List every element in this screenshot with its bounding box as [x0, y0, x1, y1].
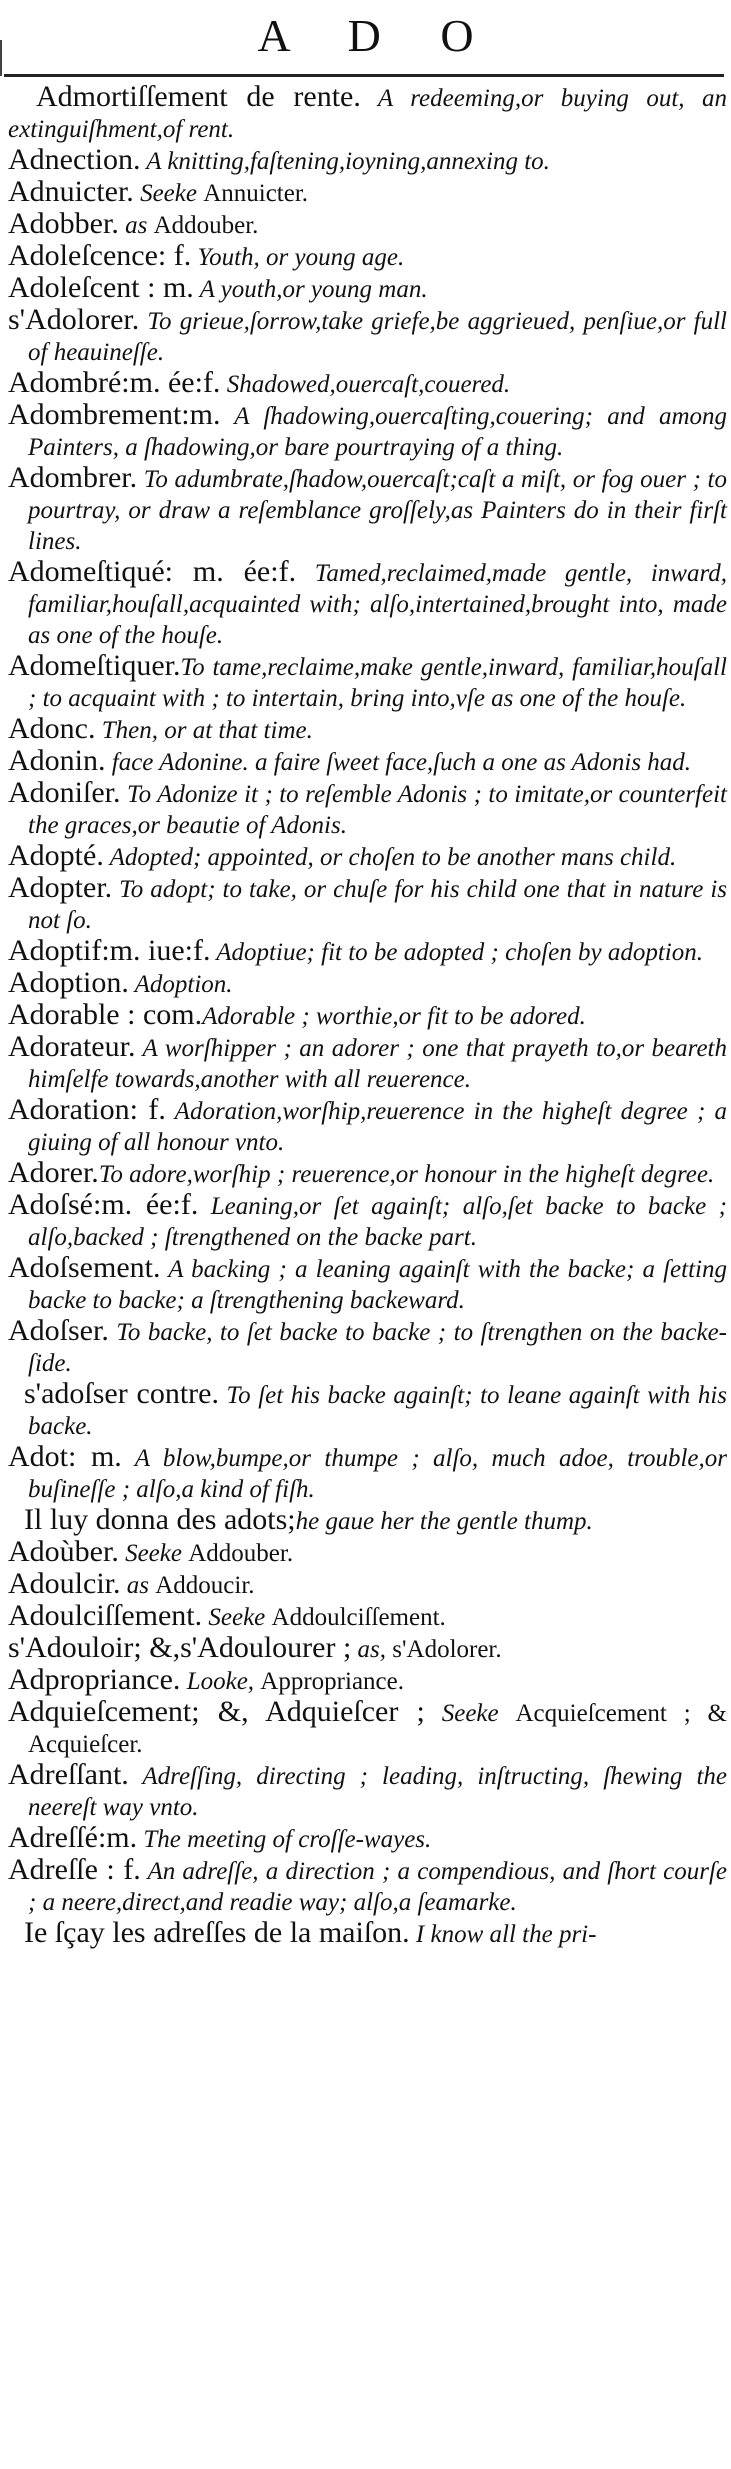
headword: Adoſsement. — [8, 1251, 161, 1284]
headword: s'Adouloir; &,s'Adoulourer ; — [8, 1631, 352, 1664]
dictionary-entry — [0, 873, 727, 935]
dictionary-entry — [0, 1032, 727, 1094]
definition: Adoption. — [128, 971, 233, 998]
headword: Adoration: f. — [8, 1093, 166, 1126]
definition: A ſhadowing,ouercaſting,couering; and among Painters, a ſhadowing,or bare pourtraying of a thing. — [28, 403, 727, 461]
headword: Adoulciſſement. — [8, 1599, 203, 1632]
definition: To tame,reclaime,make gentle,inward, familiar,houſall ; to acquaint with ; to intertain, bring into,vſe as one of the houſe. — [28, 654, 727, 712]
cross-reference: Addoucir. — [155, 1572, 255, 1599]
headword: Adnection. — [8, 143, 141, 176]
dictionary-entry — [0, 1697, 727, 1759]
dictionary-entry — [0, 1855, 727, 1917]
definition: A redeeming,or buying out, an extinguiſhment,of rent. — [8, 85, 727, 143]
dictionary-entry — [0, 936, 727, 967]
headword: Adombré:m. ée:f. — [8, 366, 221, 399]
definition: The meeting of croſſe-wayes. — [137, 1826, 432, 1853]
definition: Youth, or young age. — [191, 244, 405, 271]
definition: To Adonize it ; to reſemble Adonis ; to imitate,or counterfeit the graces,or beautie of Adonis. — [28, 781, 727, 839]
dictionary-entry — [0, 778, 727, 840]
definition: I know all the pri- — [409, 1921, 597, 1948]
definition: Seeke — [133, 180, 204, 207]
definition: as, — [351, 1636, 393, 1663]
definition: Adoptiue; fit to be adopted ; choſen by adoption. — [210, 939, 703, 966]
definition: as — [120, 1572, 156, 1599]
definition: Adorable ; worthie,or fit to be adored. — [202, 1003, 586, 1030]
headword: Adoniſer. — [8, 776, 121, 809]
definition: Seeke — [424, 1700, 516, 1727]
dictionary-entry — [0, 1316, 727, 1378]
headword: Adoſser. — [8, 1314, 109, 1347]
definition: Then, or at that time. — [95, 717, 313, 744]
headword: s'Adolorer. — [8, 303, 140, 336]
dictionary-entry — [0, 305, 727, 367]
definition: An adreſſe, a direction ; a compendious, and ſhort courſe ; a neere,direct,and readie way; alſo,a ſeamarke. — [28, 1858, 727, 1916]
definition: Seeke — [202, 1604, 272, 1631]
definition: To adumbrate,ſhadow,ouercaſt;caſt a miſt, or fog ouer ; to pourtray, or draw a reſemblance groſſely,as Painters do in their firſt lines. — [28, 466, 727, 555]
dictionary-entry — [0, 400, 727, 462]
definition: Adoration,worſhip,reuerence in the higheſt degree ; a giuing of all honour vnto. — [28, 1098, 727, 1156]
dictionary-entry — [0, 1190, 727, 1252]
cross-reference: Addoulciſſement. — [271, 1604, 446, 1631]
header-rule — [4, 74, 724, 77]
headword: Adreſſé:m. — [8, 1821, 138, 1854]
headword: Adoſsé:m. ée:f. — [8, 1188, 199, 1221]
headword: Adobber. — [8, 207, 119, 240]
definition: Tamed,reclaimed,made gentle, inward, familiar,houſall,acquainted with; alſo,intertained,brought into, made as one of the houſe. — [28, 560, 727, 649]
definition: To backe, to ſet backe to backe ; to ſtrengthen on the backe-ſide. — [28, 1319, 727, 1377]
headword: Il luy donna des adots; — [24, 1503, 296, 1536]
definition: Looke, — [180, 1668, 261, 1695]
dictionary-entry — [0, 1158, 727, 1189]
definition: A worſhipper ; an adorer ; one that prayeth to,or beareth himſelfe towards,another with all reuerence. — [28, 1035, 727, 1093]
definition: To adore,worſhip ; reuerence,or honour in the higheſt degree. — [98, 1161, 715, 1188]
dictionary-entry — [0, 368, 727, 399]
headword: Adquieſcement; &, Adquieſcer ; — [8, 1695, 425, 1728]
headword: Adomeſtiquer. — [8, 649, 181, 682]
cross-reference: s'Adolorer. — [392, 1636, 502, 1663]
headword: Adoleſcence: f. — [8, 239, 192, 272]
dictionary-entry — [0, 841, 727, 872]
dictionary-entry — [0, 1000, 727, 1031]
dictionary-entry — [0, 557, 727, 650]
headword: Adorer. — [8, 1156, 99, 1189]
headword: Adoulcir. — [8, 1567, 121, 1600]
dictionary-entry — [0, 1760, 727, 1822]
dictionary-entry — [0, 177, 727, 208]
dictionary-entry — [0, 241, 727, 272]
headword: Ie ſçay les adreſſes de la maiſon. — [24, 1916, 410, 1949]
dictionary-entry — [0, 1569, 727, 1600]
headword: Adreſſe : f. — [8, 1853, 141, 1886]
definition: To ſet his backe againſt; to leane againſt with his backe. — [28, 1382, 727, 1440]
headword: Adopté. — [8, 839, 104, 872]
dictionary-entry — [0, 82, 727, 144]
definition: as — [118, 212, 154, 239]
dictionary-entry — [0, 273, 727, 304]
dictionary-entry — [0, 145, 727, 176]
cross-reference: Addouber. — [153, 212, 259, 239]
dictionary-entry — [0, 1601, 727, 1632]
headword: Adreſſant. — [8, 1758, 129, 1791]
definition: Shadowed,ouercaſt,couered. — [220, 371, 511, 398]
cross-reference: Appropriance. — [260, 1668, 404, 1695]
dictionary-entry — [0, 746, 727, 777]
dictionary-entry — [0, 209, 727, 240]
dictionary-entry — [0, 1537, 727, 1568]
headword: Adnuicter. — [8, 175, 134, 208]
dictionary-entry — [0, 1442, 727, 1504]
headword: Adomeſtiqué: m. ée:f. — [8, 555, 297, 588]
definition: Leaning,or ſet againſt; alſo,ſet backe to backe ; alſo,backed ; ſtrengthened on the backe part. — [28, 1193, 727, 1251]
definition: face Adonine. a faire ſweet face,ſuch a one as Adonis had. — [105, 749, 692, 776]
definition: he gaue her the gentle thump. — [295, 1508, 593, 1535]
headword: Adombrer. — [8, 461, 138, 494]
definition: Seeke — [118, 1540, 189, 1567]
cross-reference: Acquieſcement ; & Acquieſcer. — [28, 1700, 727, 1758]
definition: To grieue,ſorrow,take griefe,be aggrieued, penſiue,or full of heauineſſe. — [28, 308, 727, 366]
cross-reference: Addouber. — [188, 1540, 294, 1567]
headword: Adorateur. — [8, 1030, 136, 1063]
dictionary-entry — [0, 1633, 727, 1664]
headword: Adonin. — [8, 744, 106, 777]
dictionary-entry — [0, 651, 727, 713]
headword: Adorable : com. — [8, 998, 203, 1031]
dictionary-entry — [0, 1823, 727, 1854]
headword: Adombrement:m. — [8, 398, 221, 431]
headword: Adoleſcent : m. — [8, 271, 194, 304]
definition: A backing ; a leaning againſt with the backe; a ſetting backe to backe; a ſtrengthening backeward. — [28, 1256, 727, 1314]
definition: To adopt; to take, or chuſe for his child one that in nature is not ſo. — [28, 876, 727, 934]
dictionary-entry — [0, 1505, 727, 1536]
headword: Adonc. — [8, 712, 96, 745]
entry-list — [0, 82, 727, 1950]
page-header: A D O — [257, 10, 498, 61]
headword: Admortiſſement de rente. — [36, 80, 361, 113]
definition: A blow,bumpe,or thumpe ; alſo, much adoe, trouble,or buſineſſe ; alſo,a kind of fiſh. — [28, 1445, 727, 1503]
dictionary-entry — [0, 1918, 727, 1949]
headword: Adpropriance. — [8, 1663, 181, 1696]
dictionary-entry — [0, 1095, 727, 1157]
definition: Adreſſing, directing ; leading, inſtructing, ſhewing the neereſt way vnto. — [28, 1763, 727, 1821]
headword: Adoptif:m. iue:f. — [8, 934, 211, 967]
headword: s'adoſser contre. — [24, 1377, 219, 1410]
definition: Adopted; appointed, or choſen to be another mans child. — [103, 844, 677, 871]
headword: Adoùber. — [8, 1535, 119, 1568]
dictionary-entry — [0, 1379, 727, 1441]
dictionary-entry — [0, 1665, 727, 1696]
definition: A knitting,faſtening,ioyning,annexing to. — [140, 148, 550, 175]
dictionary-entry — [0, 1253, 727, 1315]
headword: Adopter. — [8, 871, 113, 904]
dictionary-entry — [0, 463, 727, 556]
dictionary-entry — [0, 714, 727, 745]
definition: A youth,or young man. — [193, 276, 428, 303]
headword: Adot: m. — [8, 1440, 122, 1473]
cross-reference: Annuicter. — [203, 180, 309, 207]
dictionary-entry — [0, 968, 727, 999]
headword: Adoption. — [8, 966, 129, 999]
